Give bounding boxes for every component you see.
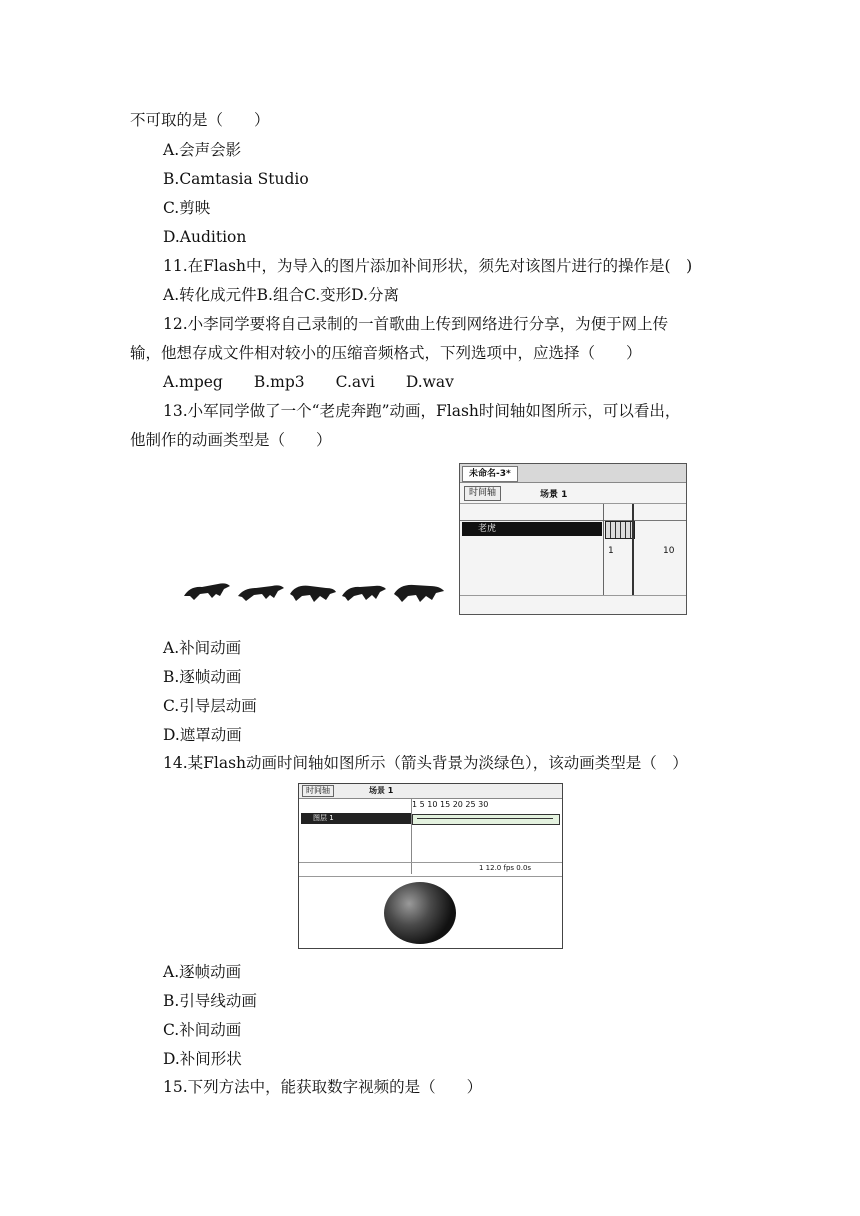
question-15: 15.下列方法中，能获取数字视频的是（ ）: [163, 1078, 483, 1096]
document-tab: 未命名-3*: [462, 466, 518, 482]
earth-globe-image: [384, 882, 456, 944]
layer-row-tiger: 老虎: [462, 522, 602, 536]
scene-label: 场景 1: [540, 490, 568, 500]
frame-number-1: 1: [608, 546, 614, 556]
option-c: C.剪映: [163, 199, 211, 217]
timeline-toolbar: [460, 483, 686, 504]
q14-option-a: A.逐帧动画: [163, 963, 242, 981]
timeline-footer: [299, 862, 562, 877]
question-13-line1: 13.小军同学做了一个“老虎奔跑”动画，Flash时间轴如图所示，可以看出，: [163, 402, 681, 420]
document-tab-bar: [460, 464, 686, 483]
playhead: [632, 504, 634, 596]
q13-option-b: B.逐帧动画: [163, 668, 242, 686]
q13-option-a: A.补间动画: [163, 639, 242, 657]
tween-arrow: [417, 818, 553, 819]
q13-option-c: C.引导层动画: [163, 697, 257, 715]
option-a: A.会声会影: [163, 141, 242, 159]
question-12-options: A.mpeg B.mp3 C.avi D.wav: [163, 373, 454, 391]
tween-span: [412, 814, 560, 825]
question-12-line2: 输，他想存成文件相对较小的压缩音频格式，下列选项中，应选择（ ）: [130, 344, 642, 362]
question-12-line1: 12.小李同学要将自己录制的一首歌曲上传到网络进行分享，为便于网上传: [163, 315, 669, 333]
scene-label: 场景 1: [369, 786, 394, 795]
question-11-options: A.转化成元件B.组合C.变形D.分离: [163, 286, 399, 304]
frame-number-10: 10: [663, 546, 675, 556]
fps-readout: 1 12.0 fps 0.0s: [479, 864, 532, 872]
q14-option-b: B.引导线动画: [163, 992, 257, 1010]
tiger-running-frames-image: [180, 574, 448, 608]
q13-option-d: D.遮罩动画: [163, 726, 242, 744]
question-10-tail: 不可取的是（ ）: [130, 111, 270, 129]
option-d: D.Audition: [163, 228, 247, 246]
flash-timeline-figure-1: [459, 463, 687, 615]
option-b: B.Camtasia Studio: [163, 170, 309, 188]
timeline-footer: [460, 595, 686, 614]
question-14: 14.某Flash动画时间轴如图所示（箭头背景为淡绿色），该动画类型是（ ）: [163, 754, 688, 772]
frame-ruler: 1 5 10 15 20 25 30: [412, 800, 489, 809]
q14-option-d: D.补间形状: [163, 1050, 242, 1068]
timeline-topbar: [299, 784, 562, 799]
q14-option-c: C.补间动画: [163, 1021, 242, 1039]
layer-divider: [603, 504, 604, 596]
question-11: 11.在Flash中，为导入的图片添加补间形状，须先对该图片进行的操作是( ): [163, 257, 693, 275]
layer-row: 图层 1: [301, 813, 411, 824]
flash-timeline-figure-2: [298, 783, 563, 949]
timeline-button: 时间轴: [302, 785, 334, 797]
question-13-line2: 他制作的动画类型是（ ）: [130, 431, 332, 449]
keyframes-block: [605, 521, 635, 539]
timeline-button: 时间轴: [464, 486, 501, 501]
